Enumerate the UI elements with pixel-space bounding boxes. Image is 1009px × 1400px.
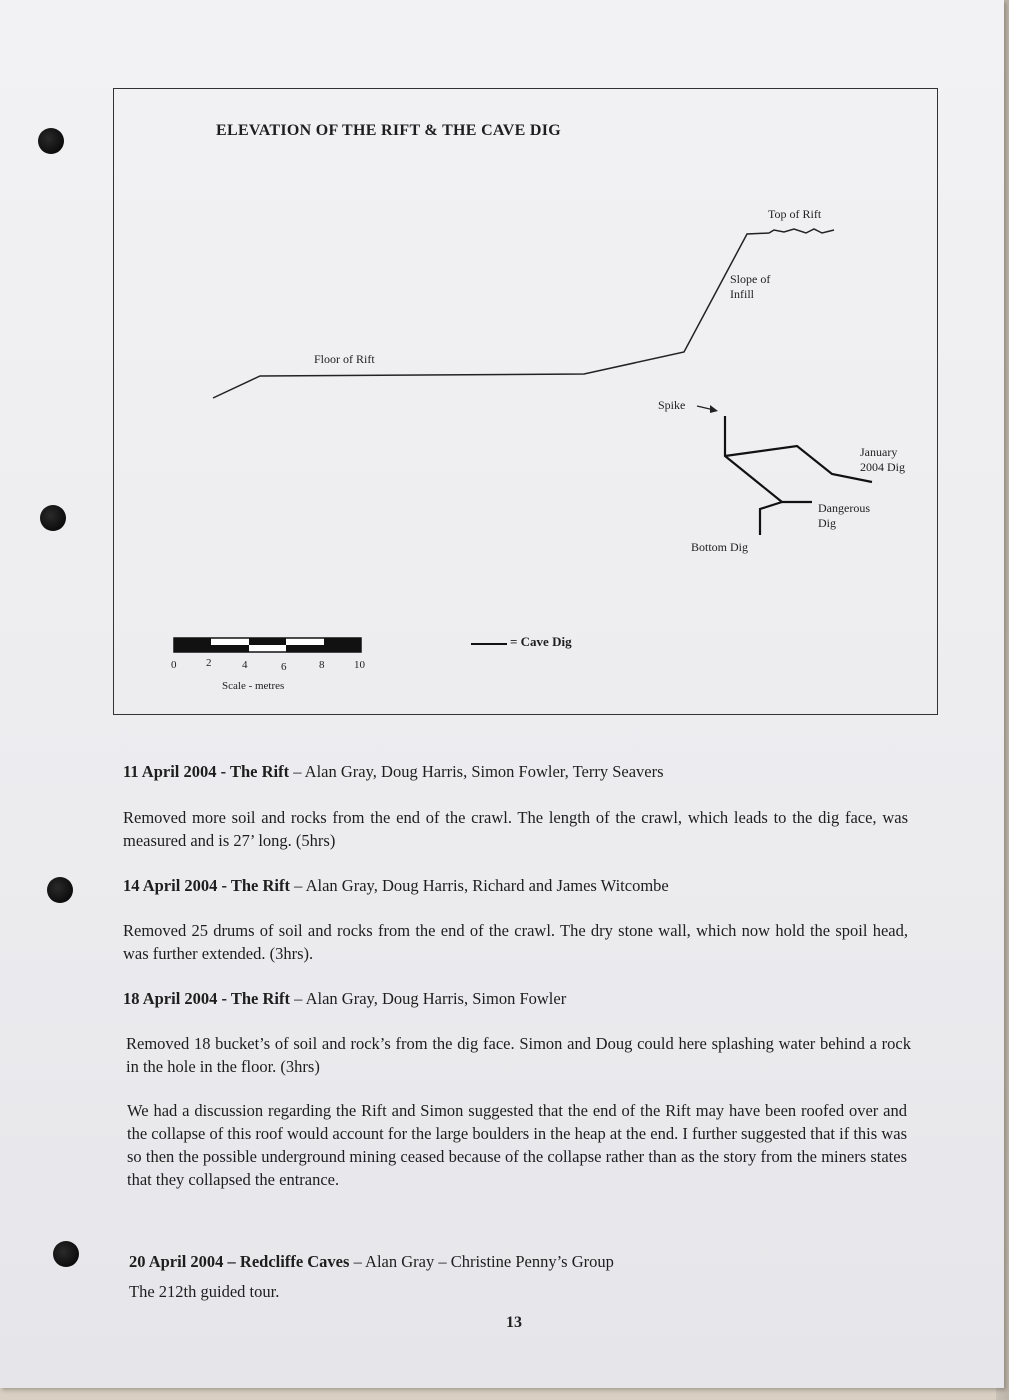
- entry-people: – Alan Gray – Christine Penny’s Group: [349, 1252, 614, 1271]
- scale-tick: 2: [206, 657, 212, 669]
- label-spike: Spike: [658, 398, 686, 412]
- cave-dig-january-line: [725, 446, 872, 482]
- punch-hole: [40, 505, 66, 531]
- entry-paragraph: Removed 25 drums of soil and rocks from the end of the crawl. The dry stone wall, which now hold the spoil head, was further extended. (3hrs).: [123, 921, 908, 963]
- scale-bar-segment: [211, 645, 249, 652]
- entry-heading: [123, 987, 908, 1010]
- entry-people: – Alan Gray, Doug Harris, Simon Fowler, Terry Seavers: [289, 762, 664, 781]
- punch-hole: [47, 877, 73, 903]
- entry-people: – Alan Gray, Doug Harris, Richard and James Witcombe: [290, 876, 669, 895]
- figure-title: ELEVATION OF THE RIFT & THE CAVE DIG: [216, 122, 561, 139]
- scale-bar-segment: [286, 645, 324, 652]
- label-january-dig: January 2004 Dig: [860, 445, 905, 474]
- entry-date: 20 April 2004 – Redcliffe Caves: [129, 1252, 350, 1271]
- label-dangerous-dig: Dangerous Dig: [818, 501, 870, 530]
- page-number: 13: [506, 1314, 522, 1331]
- entry-paragraph: The 212th guided tour.: [129, 1282, 280, 1301]
- entry-date: 18 April 2004 - The Rift: [123, 989, 290, 1008]
- entry-paragraph: We had a discussion regarding the Rift and Simon suggested that the end of the Rift may have been roofed over and the collapse of this roof would account for the large boulders in the heap at the end. I further suggested that if this was so then the possible underground mining ceased because of the collapse rather than as the story from the miners states that they collapsed the entrance.: [127, 1101, 907, 1189]
- entry-heading: [123, 874, 908, 897]
- scale-tick: 10: [354, 659, 365, 671]
- entry-date: 14 April 2004 - The Rift: [123, 876, 290, 895]
- scale-caption: Scale - metres: [222, 680, 285, 692]
- scale-tick: 4: [242, 659, 248, 671]
- spike-arrowhead: [710, 405, 718, 413]
- legend-label: = Cave Dig: [510, 634, 572, 649]
- entry-people: – Alan Gray, Doug Harris, Simon Fowler: [290, 989, 567, 1008]
- punch-hole: [38, 128, 64, 154]
- scale-bar-segment: [174, 638, 211, 652]
- label-top-of-rift: Top of Rift: [768, 207, 822, 221]
- elevation-figure: [113, 88, 938, 715]
- scale-tick: 6: [281, 661, 287, 673]
- entry-heading: [123, 760, 908, 783]
- entry-heading: [129, 1250, 914, 1273]
- entry-paragraph: Removed 18 bucket’s of soil and rock’s from the dig face. Simon and Doug could here splashing water behind a rock in the hole in the floor. (3hrs): [126, 1034, 911, 1076]
- punch-hole: [53, 1241, 79, 1267]
- cave-dig-bottom-line: [760, 502, 782, 535]
- scale-bar-segment: [324, 638, 361, 652]
- entry-date: 11 April 2004 - The Rift: [123, 762, 290, 781]
- scale-tick: 8: [319, 659, 325, 671]
- elevation-diagram: [114, 89, 939, 716]
- entry-paragraph: Removed more soil and rocks from the end of the crawl. The length of the crawl, which leads to the dig face, was measured and is 27’ long. (5hrs): [123, 808, 908, 850]
- label-floor-of-rift: Floor of Rift: [314, 352, 375, 366]
- rift-profile-line: [213, 229, 834, 398]
- label-bottom-dig: Bottom Dig: [691, 540, 749, 554]
- scale-tick: 0: [171, 659, 177, 671]
- cave-dig-spike-line: [725, 416, 782, 502]
- label-slope-of-infill: Slope of Infill: [730, 272, 771, 301]
- scale-bar-segment: [249, 638, 286, 645]
